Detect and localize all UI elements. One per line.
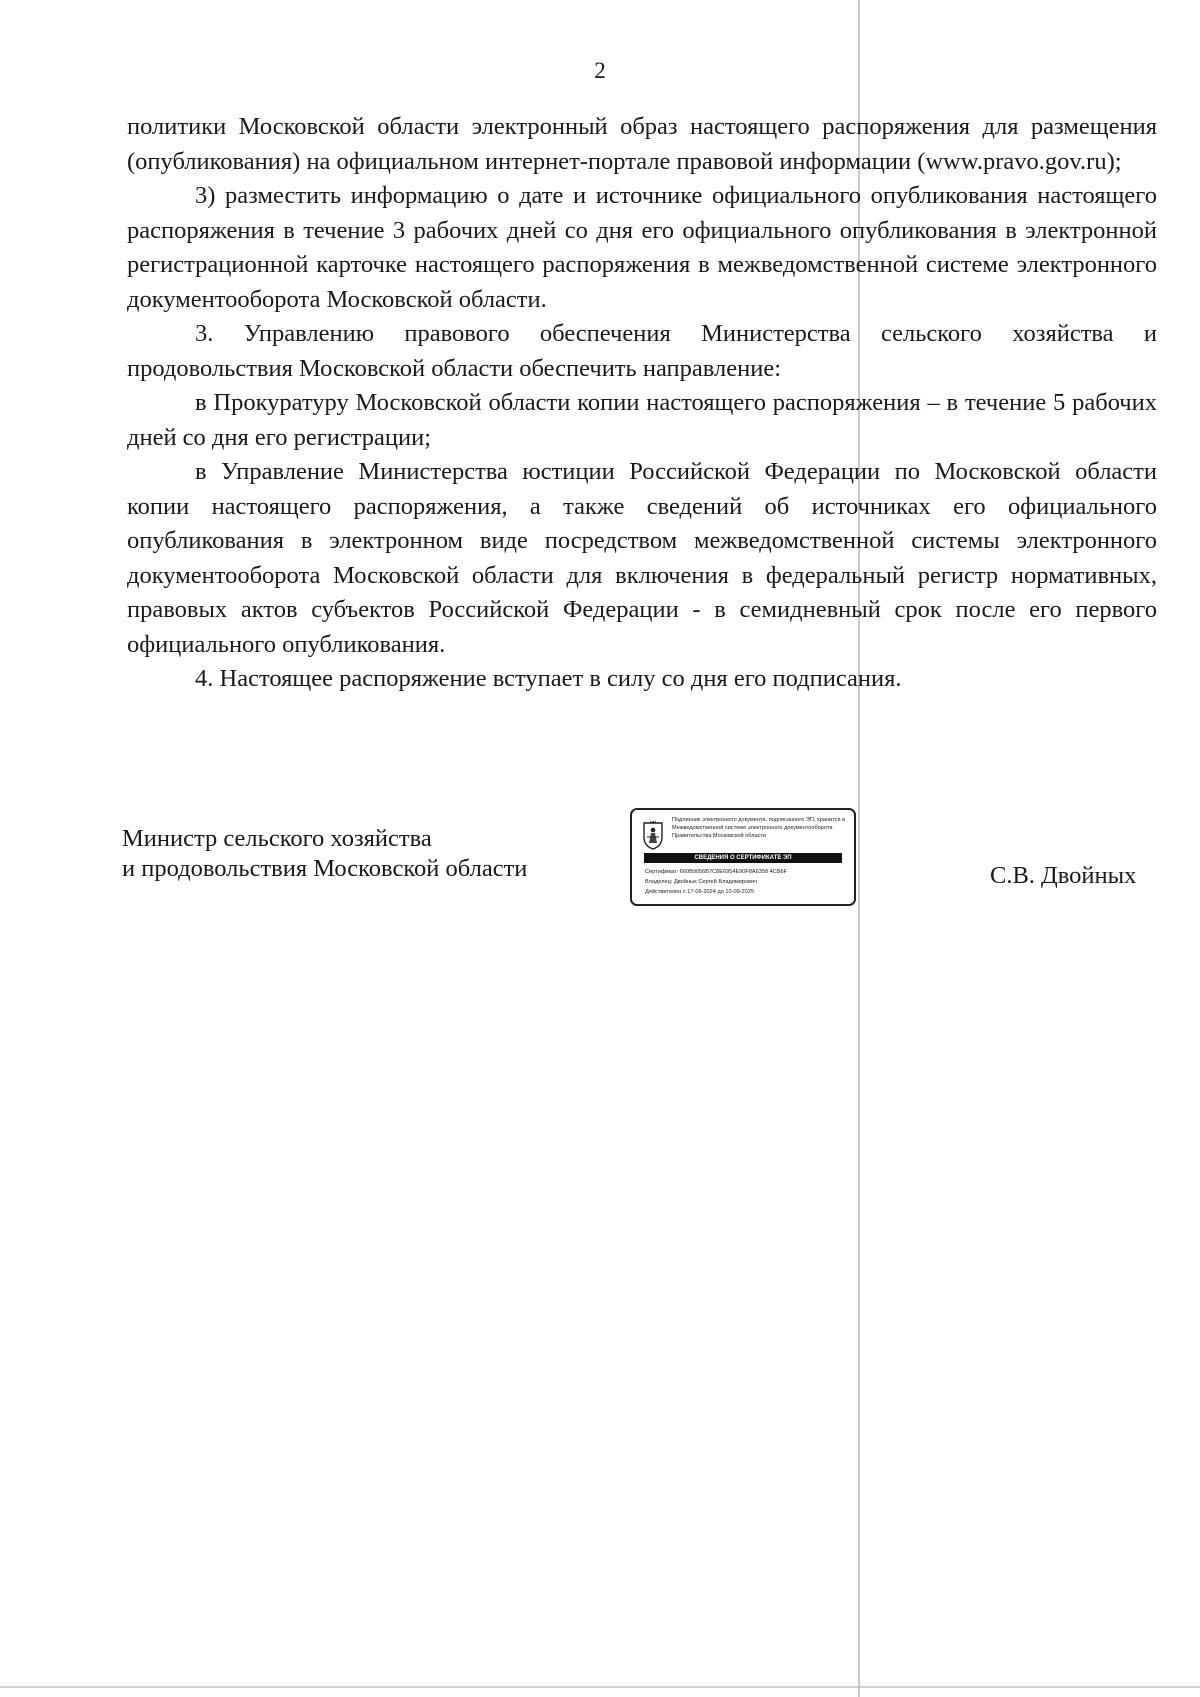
paragraph-continuation: политики Московской области электронный образ настоящего распоряжения для размещения (опубликования) на официальном интернет-портале правовой информации (www.pravo.gov.ru); [127,113,1157,175]
paragraph-prosecutor: в Прокуратуру Московской области копии настоящего распоряжения – в течение 5 рабочих дней со дня его регистрации; [127,389,1157,451]
paragraph-point-4: 4. Настоящее распоряжение вступает в силу со дня его подписания. [195,665,902,692]
page-number: 2 [594,58,606,83]
stamp-owner: Владелец: Двойных Сергей Владимирович [645,879,758,885]
stamp-caption: Подлинник электронного документа, подписанного ЭП, хранится в Межведомственной системе электронного документооборота Правительства Московской области [672,817,846,839]
stamp-validity: Действителен с 17-06-2024 до 10-09-2025 [645,889,754,895]
stamp-details [645,867,850,897]
paragraph-item-3-publication-info: 3) разместить информацию о дате и источнике официального опубликования настоящего распоряжения в течение 3 рабочих дней со дня его официального опубликования в электронной регистрационной карточке настоящего распоряжения в межведомственной системе электронного документооборота Московской области. [127,182,1157,313]
electronic-signature-stamp [630,808,856,906]
coat-of-arms-icon [641,819,665,851]
stamp-certificate: Сертификат: 660B9056B7C8E6954E90F8A6358 4CB6F [645,869,788,875]
signatory-name: С.В. Двойных [990,862,1137,889]
document-body [127,110,1157,697]
paragraph-justice-ministry: в Управление Министерства юстиции Российской Федерации по Московской области копии настоящего распоряжения, а также сведений об источниках его официального опубликования в электронном виде посредством межведомственной системы электронного документооборота Московской области для включения в федеральный регистр нормативных, правовых актов субъектов Российской Федерации - в семидневный срок после его первого официального опубликования. [127,458,1157,658]
signatory-position [122,824,527,884]
paragraph-point-3: 3. Управлению правового обеспечения Министерства сельского хозяйства и продовольствия Московской области обеспечить направление: [127,320,1157,382]
signatory-position-line-2: и продовольствия Московской области [122,855,528,882]
signatory-position-line-1: Министр сельского хозяйства [122,825,432,852]
scan-artifact-horizontal-line [0,1686,1200,1688]
stamp-header: СВЕДЕНИЯ О СЕРТИФИКАТЕ ЭП [644,853,842,863]
